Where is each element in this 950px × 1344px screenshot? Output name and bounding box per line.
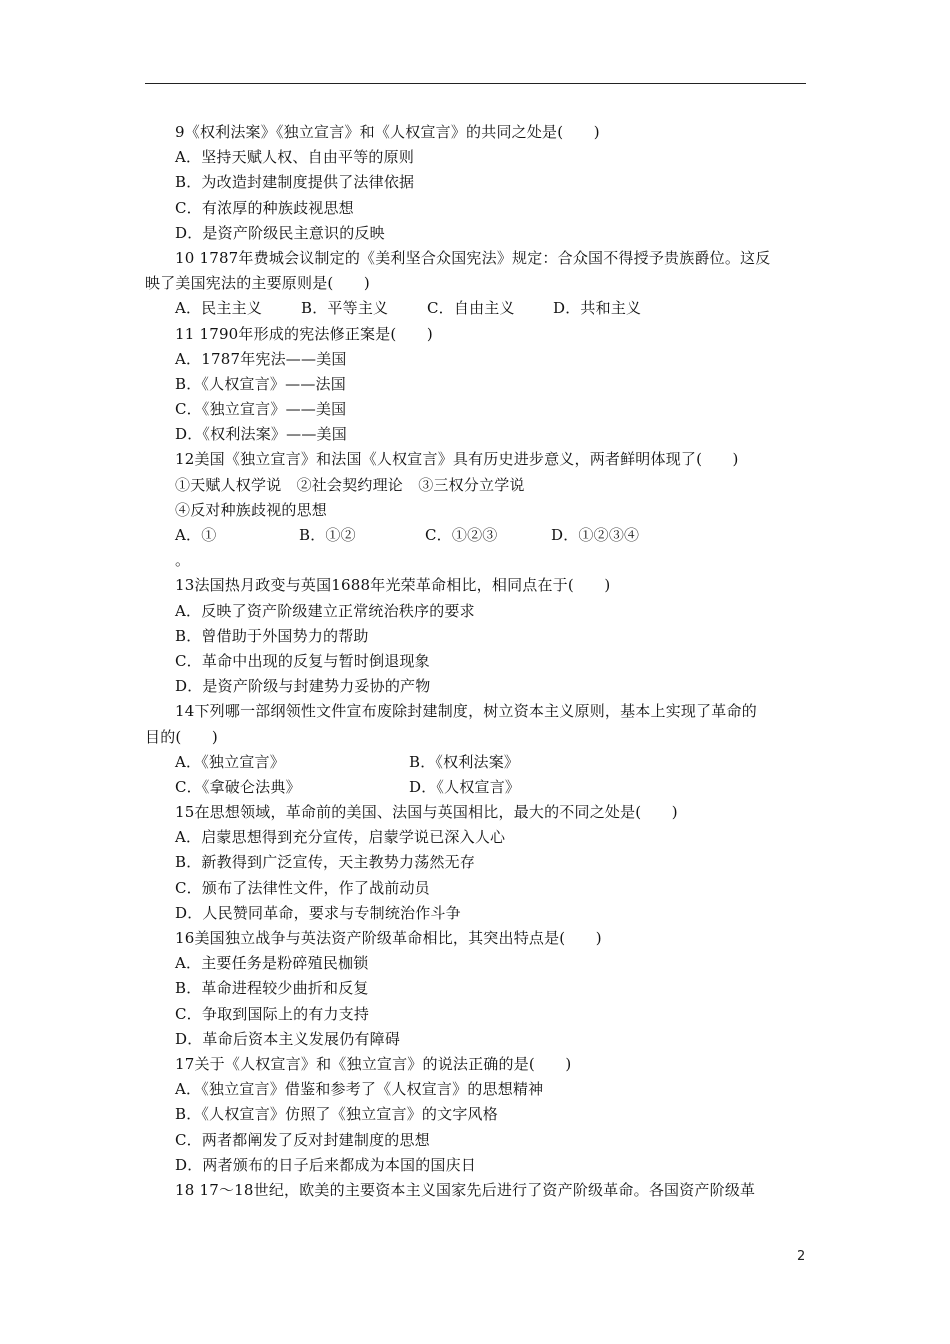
question-16-option-d: D．革命后资本主义发展仍有障碍 — [175, 1029, 401, 1048]
question-15-option-a: A．启蒙思想得到充分宣传，启蒙学说已深入人心 — [175, 828, 506, 847]
question-14-option-b: B．《权利法案》 — [409, 752, 520, 771]
question-10-options — [145, 296, 809, 321]
question-12-option-c: C．①②③ — [425, 526, 498, 544]
question-10-option-b: B．平等主义 — [301, 299, 389, 318]
question-13-option-d: D．是资产阶级与封建势力妥协的产物 — [175, 677, 431, 696]
question-14-option-c: C．《拿破仑法典》 — [175, 777, 301, 796]
document-body — [145, 120, 809, 1203]
question-9-option-a: A．坚持天赋人权、自由平等的原则 — [175, 148, 415, 167]
question-12-option-d: D．①②③④ — [551, 526, 640, 544]
question-15-option-d: D．人民赞同革命，要求与专制统治作斗争 — [175, 903, 461, 922]
question-12-option-a: A．① — [175, 526, 217, 544]
question-15-option-c: C．颁布了法律性文件，作了战前动员 — [175, 878, 430, 897]
question-14-line-1: 14下列哪一部纲领性文件宣布废除封建制度，树立资本主义原则，基本上实现了革命的 — [175, 702, 757, 721]
question-12-statements-2: ④反对种族歧视的思想 — [175, 500, 328, 519]
question-17-option-b: B．《人权宣言》仿照了《独立宣言》的文字风格 — [175, 1105, 498, 1124]
header-rule — [145, 83, 806, 84]
question-10-line-2: 映了美国宪法的主要原则是( ) — [145, 274, 370, 293]
question-10-line-1: 10 1787年费城会议制定的《美利坚合众国宪法》规定：合众国不得授予贵族爵位。这反 — [175, 248, 771, 267]
question-12-statements-1: ①天赋人权学说 ②社会契约理论 ③三权分立学说 — [175, 475, 525, 494]
question-16-option-b: B．革命进程较少曲折和反复 — [175, 979, 369, 998]
question-9-option-c: C．有浓厚的种族歧视思想 — [175, 198, 354, 217]
question-11-option-c: C．《独立宣言》——美国 — [175, 400, 347, 419]
question-9: 9《权利法案》《独立宣言》和《人权宣言》的共同之处是( ) — [175, 123, 600, 141]
question-14-options-row-1 — [145, 750, 809, 775]
question-11-option-d: D．《权利法案》——美国 — [175, 425, 347, 444]
question-12-option-b: B．①② — [299, 526, 356, 544]
question-17-option-c: C．两者都阐发了反对封建制度的思想 — [175, 1130, 430, 1149]
question-12-stray-period: 。 — [175, 551, 191, 570]
question-17-option-a: A．《独立宣言》借鉴和参考了《人权宣言》的思想精神 — [175, 1080, 544, 1099]
question-12-options — [145, 523, 809, 548]
question-14-option-d: D．《人权宣言》 — [409, 777, 521, 796]
question-12: 12美国《独立宣言》和法国《人权宣言》具有历史进步意义，两者鲜明体现了( ) — [175, 450, 739, 469]
question-13-option-c: C．革命中出现的反复与暂时倒退现象 — [175, 651, 430, 670]
question-10-option-d: D．共和主义 — [553, 299, 642, 318]
page-number: 2 — [797, 1249, 806, 1264]
question-9-option-d: D．是资产阶级民主意识的反映 — [175, 223, 385, 242]
question-9-option-b: B．为改造封建制度提供了法律依据 — [175, 173, 415, 192]
question-14-line-2: 目的( ) — [145, 727, 218, 746]
question-16-option-a: A．主要任务是粉碎殖民枷锁 — [175, 954, 369, 973]
question-11: 11 1790年形成的宪法修正案是( ) — [175, 324, 433, 343]
question-11-option-b: B．《人权宣言》——法国 — [175, 374, 346, 393]
question-13: 13法国热月政变与英国1688年光荣革命相比，相同点在于( ) — [175, 576, 611, 595]
question-10-option-a: A．民主主义 — [175, 299, 263, 318]
question-16-option-c: C．争取到国际上的有力支持 — [175, 1004, 370, 1023]
question-17-option-d: D．两者颁布的日子后来都成为本国的国庆日 — [175, 1155, 477, 1174]
question-13-option-a: A．反映了资产阶级建立正常统治秩序的要求 — [175, 601, 475, 620]
question-14-option-a: A．《独立宣言》 — [175, 752, 285, 771]
question-15-option-b: B．新教得到广泛宣传，天主教势力荡然无存 — [175, 853, 476, 872]
question-13-option-b: B．曾借助于外国势力的帮助 — [175, 626, 369, 645]
question-14-options-row-2 — [145, 775, 809, 800]
question-16: 16美国独立战争与英法资产阶级革命相比，其突出特点是( ) — [175, 929, 602, 947]
question-10-option-c: C．自由主义 — [427, 299, 515, 318]
question-15: 15在思想领域，革命前的美国、法国与英国相比，最大的不同之处是( ) — [175, 803, 678, 822]
question-18: 18 17～18世纪，欧美的主要资本主义国家先后进行了资产阶级革命。各国资产阶级革 — [175, 1180, 756, 1199]
question-11-option-a: A．1787年宪法——美国 — [175, 349, 347, 368]
question-17: 17关于《人权宣言》和《独立宣言》的说法正确的是( ) — [175, 1054, 572, 1073]
